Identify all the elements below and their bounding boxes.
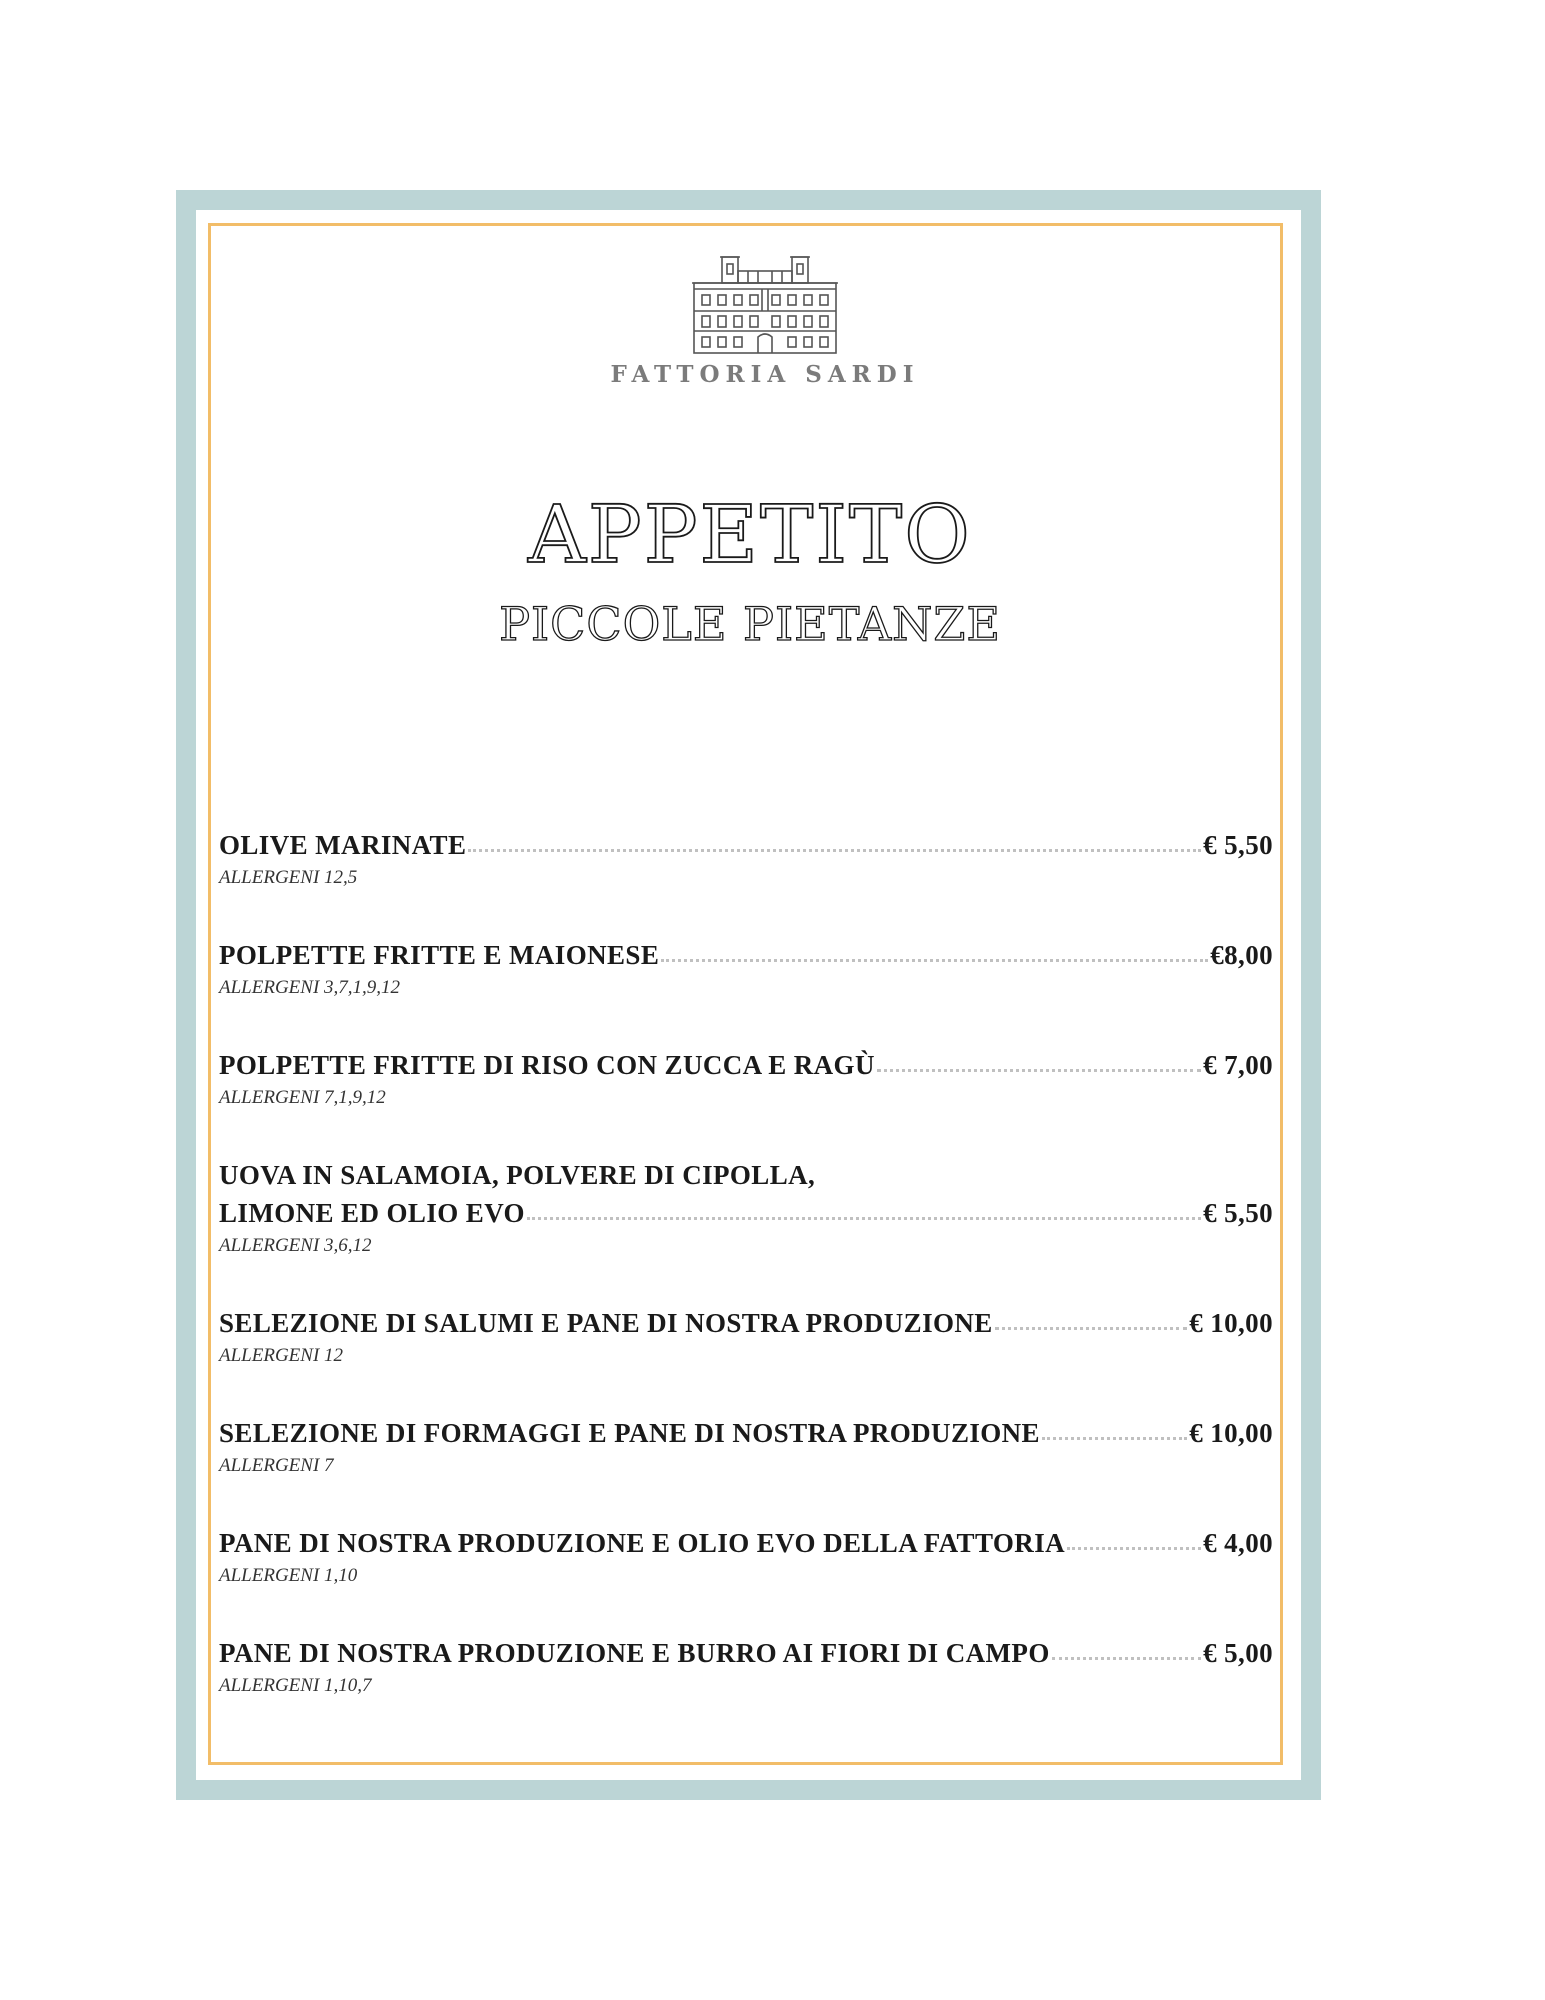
item-price: € 10,00 (1189, 1418, 1273, 1448)
item-price: €8,00 (1210, 940, 1273, 970)
item-allergens: ALLERGENI 1,10 (219, 1565, 358, 1586)
item-allergens: ALLERGENI 12 (219, 1345, 344, 1366)
item-price: € 10,00 (1189, 1308, 1273, 1338)
leader-dots (468, 849, 1201, 852)
menu-item (219, 1634, 1273, 1698)
item-price: € 5,50 (1203, 830, 1273, 860)
item-allergens: ALLERGENI 7 (219, 1455, 334, 1476)
menu-item (219, 936, 1273, 1000)
leader-dots (1052, 1657, 1201, 1660)
leader-dots (527, 1217, 1201, 1220)
menu-item (219, 1414, 1273, 1478)
item-price: € 5,50 (1203, 1198, 1273, 1228)
leader-dots (877, 1069, 1201, 1072)
page-title: APPETITO (528, 488, 972, 581)
brand-logo (600, 245, 930, 395)
item-name: OLIVE MARINATE (219, 830, 467, 860)
brand-name: FATTORIA SARDI (610, 361, 920, 388)
menu-item (219, 1046, 1273, 1110)
menu-item (219, 826, 1273, 890)
item-allergens: ALLERGENI 3,6,12 (219, 1235, 372, 1256)
leader-dots (995, 1327, 1187, 1330)
item-allergens: ALLERGENI 12,5 (219, 867, 358, 888)
item-name: POLPETTE FRITTE E MAIONESE (219, 940, 660, 970)
item-price: € 5,00 (1203, 1638, 1273, 1668)
item-price: € 4,00 (1203, 1528, 1273, 1558)
item-name: POLPETTE FRITTE DI RISO CON ZUCCA E RAGÙ (219, 1050, 875, 1080)
item-name: PANE DI NOSTRA PRODUZIONE E OLIO EVO DELLA FATTORIA (219, 1528, 1065, 1558)
menu-item (219, 1156, 1273, 1258)
item-name: SELEZIONE DI SALUMI E PANE DI NOSTRA PRODUZIONE (219, 1308, 993, 1338)
item-allergens: ALLERGENI 3,7,1,9,12 (219, 977, 401, 998)
item-name: PANE DI NOSTRA PRODUZIONE E BURRO AI FIORI DI CAMPO (219, 1638, 1050, 1668)
item-name-line1: UOVA IN SALAMOIA, POLVERE DI CIPOLLA, (219, 1160, 816, 1190)
villa-icon (690, 245, 840, 355)
item-allergens: ALLERGENI 1,10,7 (219, 1675, 372, 1696)
menu-item (219, 1304, 1273, 1368)
item-name: SELEZIONE DI FORMAGGI E PANE DI NOSTRA PRODUZIONE (219, 1418, 1040, 1448)
leader-dots (1067, 1547, 1201, 1550)
leader-dots (1042, 1437, 1187, 1440)
item-price: € 7,00 (1203, 1050, 1273, 1080)
item-name: LIMONE ED OLIO EVO (219, 1198, 525, 1228)
item-allergens: ALLERGENI 7,1,9,12 (219, 1087, 386, 1108)
leader-dots (661, 959, 1208, 962)
menu-item (219, 1524, 1273, 1588)
menu-list (219, 826, 1273, 1744)
page-subtitle: PICCOLE PIETANZE (499, 597, 1001, 651)
